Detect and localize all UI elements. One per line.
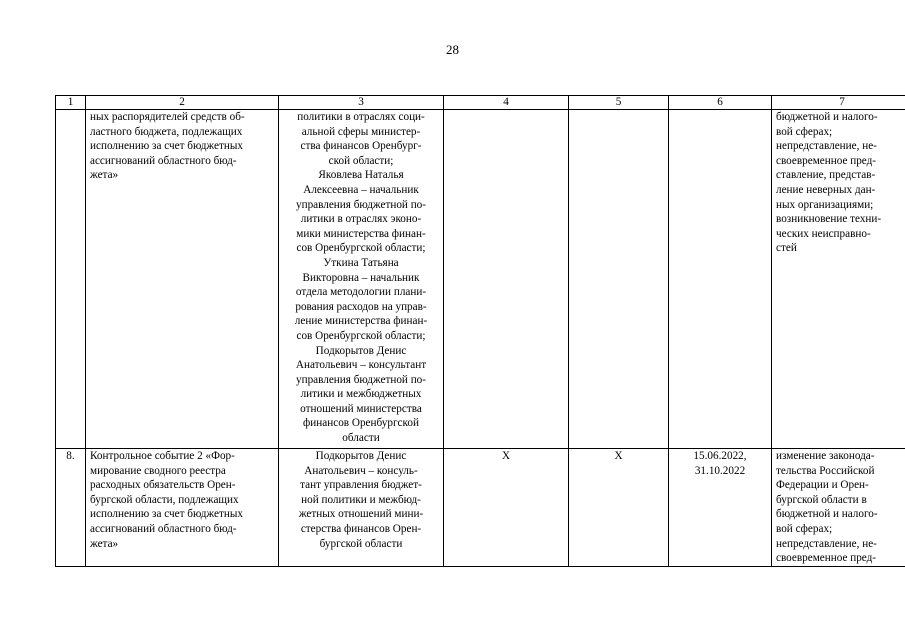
column-4-cell: Х: [444, 449, 569, 567]
header-cell-3: 3: [279, 96, 444, 110]
cell-text-line: стерства финансов Орен-: [300, 522, 422, 535]
cell-text-line: Подкорытов Денис: [315, 344, 407, 357]
cell-text-line: литики в отраслях эконо-: [300, 213, 422, 226]
cell-text-line: Яковлева Наталья: [318, 169, 404, 182]
cell-text-line: области: [342, 432, 380, 445]
cell-text-line: ных распорядителей средств об-: [90, 111, 245, 123]
cell-text-line: бюджетной и налого-: [776, 111, 878, 123]
table-row: [56, 110, 905, 449]
cell-text-line: непредставление, не-: [776, 537, 877, 550]
cell-text-line: Федерации и Орен-: [776, 479, 869, 492]
cell-text-line: 15.06.2022,: [693, 450, 747, 462]
cell-text-line: отдела методологии плани-: [295, 286, 427, 299]
cell-text-line: ассигнований областного бюд-: [90, 522, 237, 535]
column-5-cell: [569, 110, 669, 449]
cell-text-line: сов Оренбургской области;: [296, 242, 426, 255]
cell-text-line: бургской области, подлежащих: [90, 493, 239, 506]
table-row: [56, 449, 905, 567]
cell-text-line: своевременное пред-: [776, 552, 877, 565]
cell-text-line: вой сферах;: [776, 522, 833, 535]
cell-text-line: ской области;: [328, 154, 394, 167]
responsible-persons-cell: [279, 110, 444, 449]
header-cell-2: 2: [86, 96, 279, 110]
table-header-row: [56, 96, 905, 110]
cell-text-line: Анатольевич – консуль-: [304, 464, 418, 477]
cell-text-line: рования расходов на управ-: [295, 300, 427, 313]
row-number-cell: 8.: [56, 449, 86, 567]
header-cell-5: 5: [569, 96, 669, 110]
cell-text-line: Викторовна – начальник: [302, 271, 420, 284]
risks-cell: [772, 449, 905, 567]
cell-text-line: политики в отраслях соци-: [297, 111, 425, 123]
cell-text-line: Анатольевич – консультант: [295, 359, 427, 372]
event-description-cell: [86, 110, 279, 449]
cell-text-line: Алексеевна – начальник: [303, 183, 419, 196]
event-description-cell: [86, 449, 279, 567]
cell-text-line: ческих неисправно-: [776, 227, 871, 240]
cell-text-line: ассигнований областного бюд-: [90, 154, 237, 167]
cell-text-line: жета»: [90, 169, 119, 182]
cell-text-line: ных организациями;: [776, 198, 874, 211]
cell-text-line: непредставление, не-: [776, 140, 877, 153]
cell-text-line: ление министерства финан-: [294, 315, 428, 328]
activity-table: [55, 95, 905, 567]
cell-text-line: ной политики и межбюд-: [301, 493, 421, 506]
cell-text-line: бургской области в: [776, 493, 867, 506]
deadline-cell: [669, 110, 772, 449]
cell-text-line: Подкорытов Денис: [315, 450, 407, 462]
header-cell-6: 6: [669, 96, 772, 110]
cell-text-line: альной сферы министер-: [301, 125, 421, 138]
cell-text-line: стей: [776, 242, 797, 255]
cell-text-line: управления бюджетной по-: [295, 198, 427, 211]
cell-text-line: жета»: [90, 537, 119, 550]
cell-text-line: своевременное пред-: [776, 154, 877, 167]
cell-text-line: расходных обязательств Орен-: [90, 479, 236, 492]
cell-text-line: ставление, представ-: [776, 169, 876, 182]
cell-text-line: исполнению за счет бюджетных: [90, 140, 243, 153]
header-cell-4: 4: [444, 96, 569, 110]
cell-text-line: изменение законода-: [776, 450, 875, 462]
cell-text-line: тант управления бюджет-: [300, 479, 422, 492]
responsible-persons-cell: [279, 449, 444, 567]
cell-text-line: исполнению за счет бюджетных: [90, 508, 243, 521]
cell-text-line: 31.10.2022: [694, 464, 746, 477]
risks-cell: [772, 110, 905, 449]
cell-text-line: ства финансов Оренбург-: [300, 140, 422, 153]
cell-text-line: отношений министерства: [300, 402, 422, 415]
cell-text-line: литики и межбюджетных: [300, 388, 422, 401]
row-number-cell: [56, 110, 86, 449]
header-cell-7: 7: [772, 96, 905, 110]
cell-text-line: вой сферах;: [776, 125, 833, 138]
cell-text-line: тельства Российской: [776, 464, 875, 477]
page-number: 28: [446, 42, 459, 57]
header-cell-1: 1: [56, 96, 86, 110]
cell-text-line: ление неверных дан-: [776, 183, 876, 196]
deadline-cell: [669, 449, 772, 567]
cell-text-line: жетных отношений мини-: [298, 508, 424, 521]
cell-text-line: сов Оренбургской области;: [296, 329, 426, 342]
cell-text-line: управления бюджетной по-: [295, 373, 427, 386]
cell-text-line: Контрольное событие 2 «Фор-: [90, 450, 235, 462]
column-4-cell: [444, 110, 569, 449]
cell-text-line: бургской области: [319, 537, 403, 550]
cell-text-line: возникновение техни-: [776, 213, 882, 226]
cell-text-line: мики министерства финан-: [296, 227, 426, 240]
cell-text-line: мирование сводного реестра: [90, 464, 226, 477]
column-5-cell: Х: [569, 449, 669, 567]
cell-text-line: финансов Оренбургской: [303, 417, 419, 430]
cell-text-line: ластного бюджета, подлежащих: [90, 125, 243, 138]
cell-text-line: бюджетной и налого-: [776, 508, 878, 521]
cell-text-line: Уткина Татьяна: [323, 256, 399, 269]
